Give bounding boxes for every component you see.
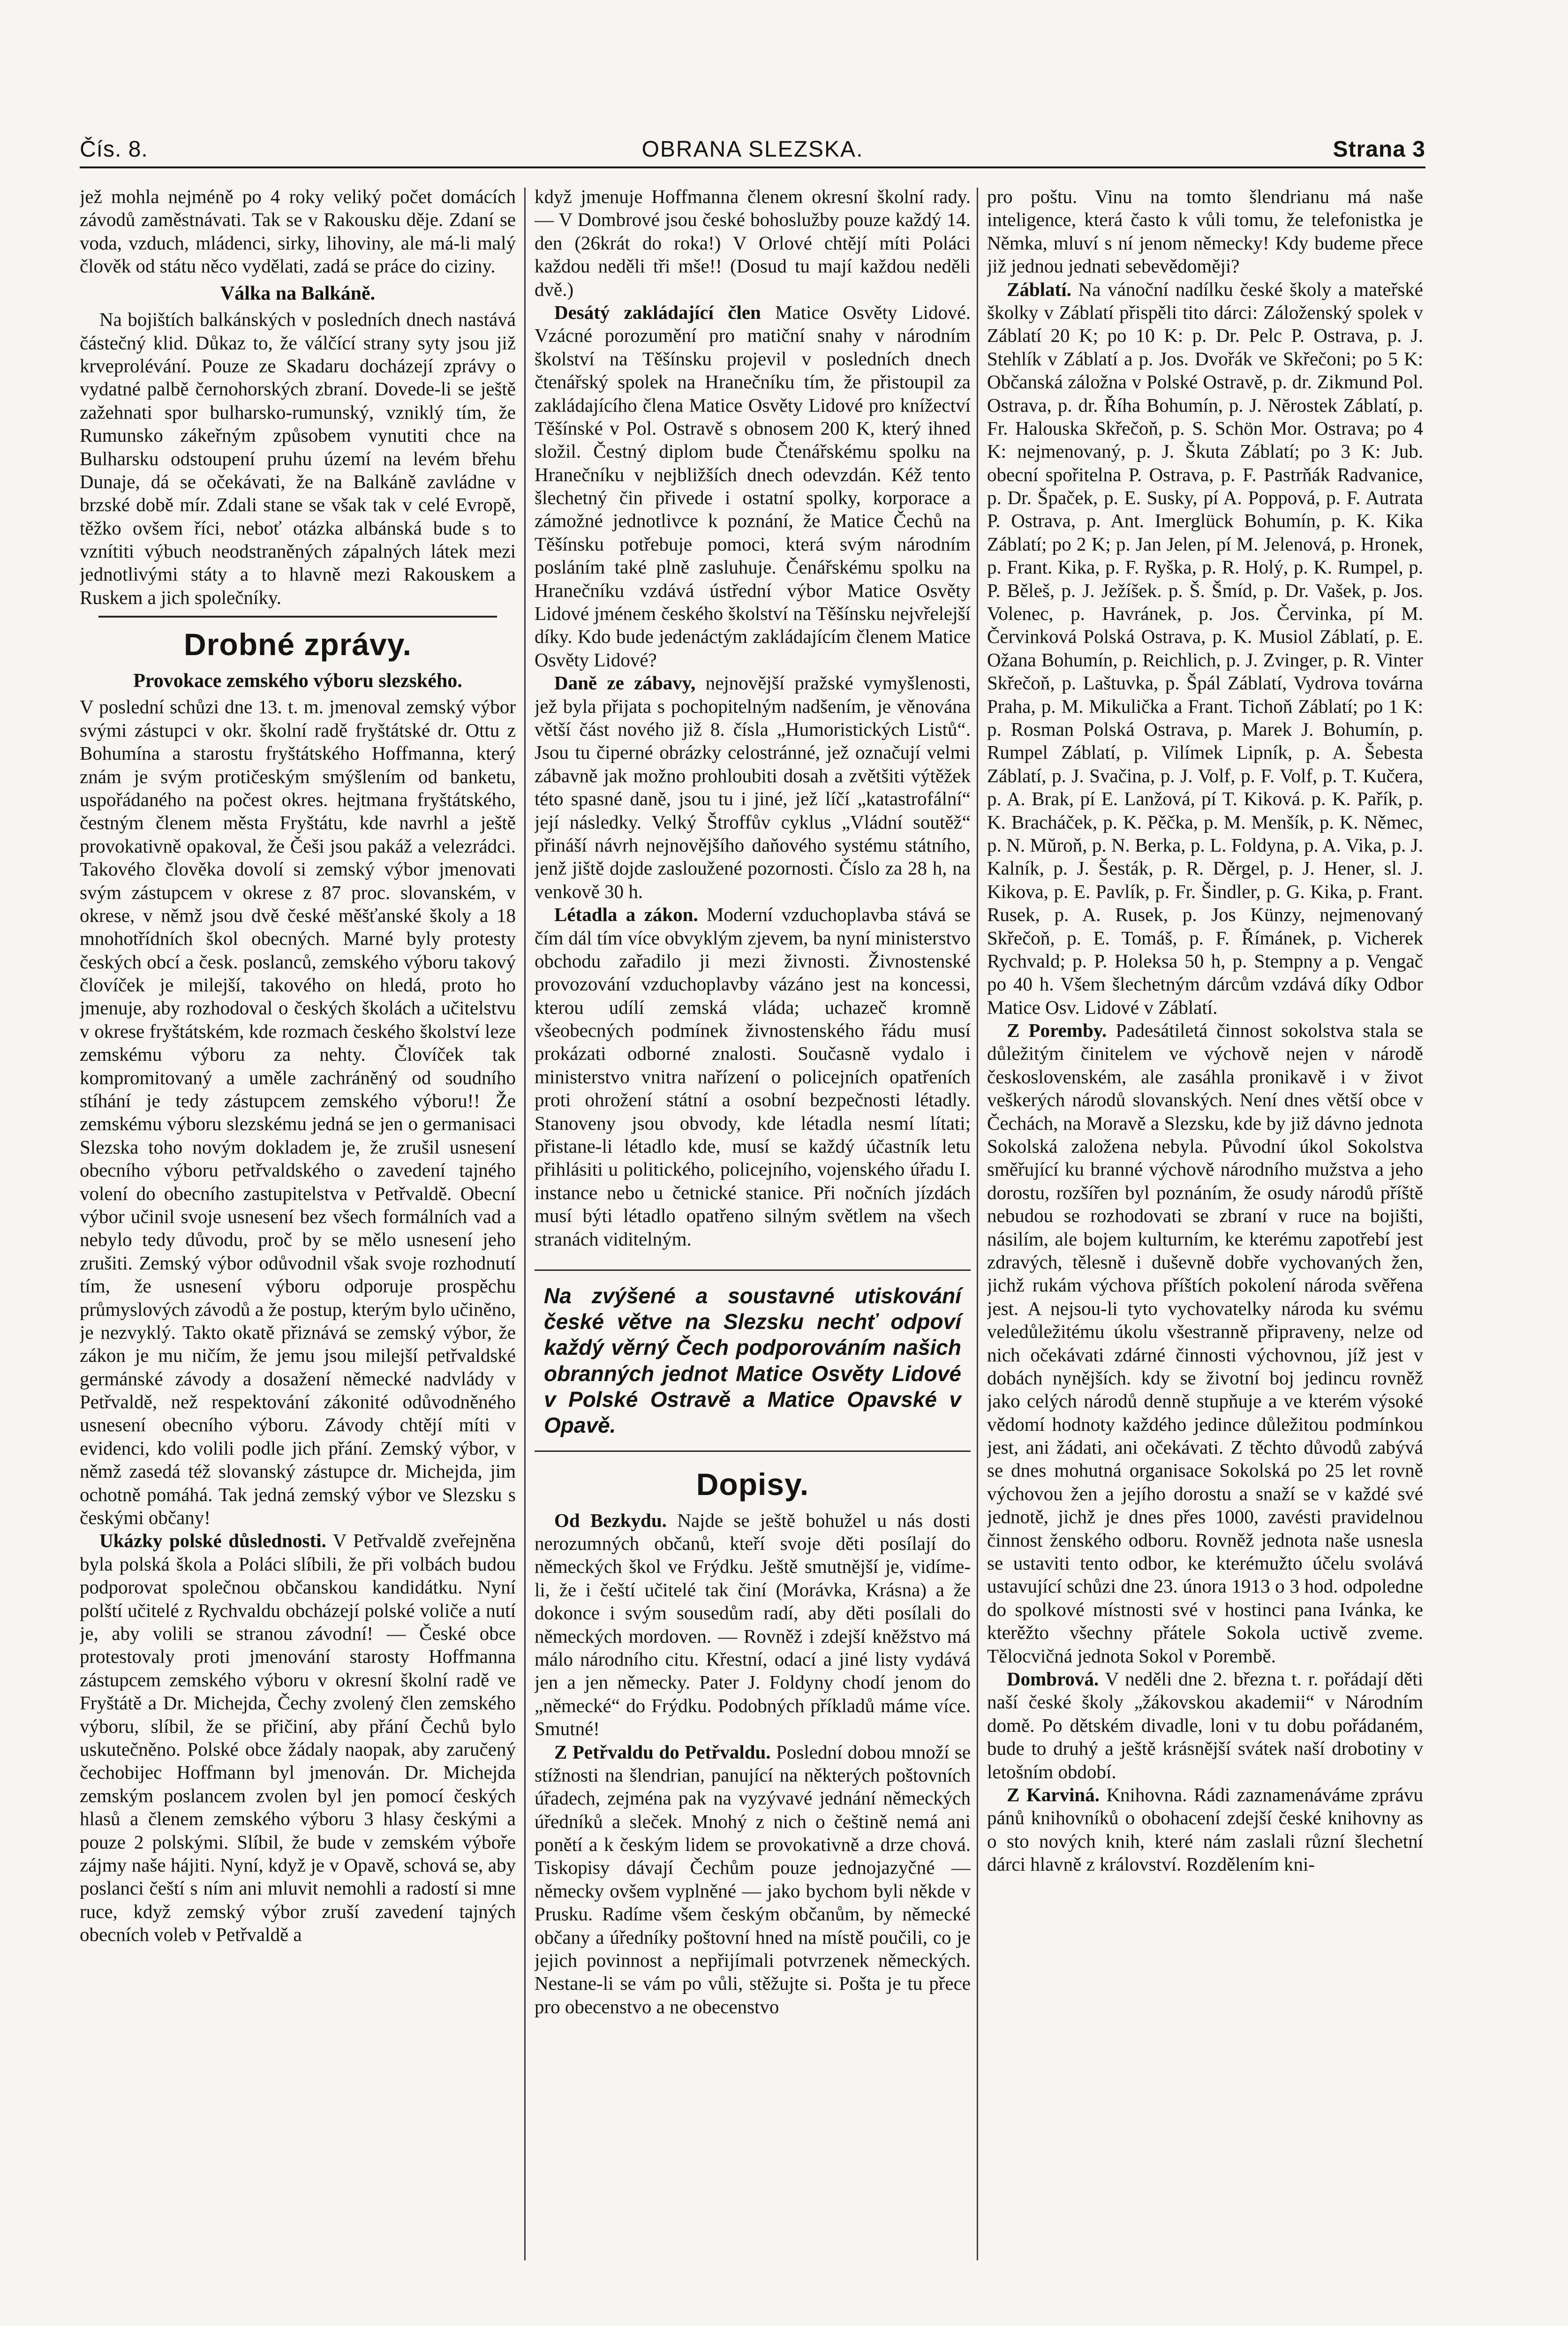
article-heading-balkan-war: Válka na Balkáně. — [220, 282, 376, 304]
article-entertainment-tax — [535, 672, 971, 903]
article-provocation: V poslední schůzi dne 13. t. m. jmenoval zemský výbor svými zástupci v okr. školní radě fryštátské dr. Ottu z Bohumína a starostu fryštátského Hoffmanna, který znám je svým protičeským smýšlením od banketu, uspořádaného na počest okres. hejtmana fryštátského, čestným členem města Fryštátu, kde navrhl a ještě provokativně opakoval, že Češi jsou pakáž a velezrádci. Takového člověka dovolí si zemský výbor jmenovati svým zástupcem v okrese z 87 proc. slovanském, v okrese, v němž jsou dvě české měšťanské školy a 18 mnohotřídních škol obecných. Marné byly protesty českých obcí a česk. poslanců, zemského výboru takový človíček je milejší, takového on hledá, proto ho jmenuje, aby rozhodoval o českých školách a učitelstvu v okrese fryštátském, kde rozmach českého školství leze zemskému výboru za nehty. Človíček tak kompromitovaný a uměle zachráněný od soudního stíhání je tedy zástupcem zemského výboru!! Že zemskému výboru slezskému jedná se jen o germanisaci Slezska toho novým dokladem je, že zrušil usnesení obecního výboru petřvaldského o zavedení tajného volení do obecního zastupitelstva v Petřvaldě. Obecní výbor učinil svoje usnesení bez všech formálních vad a nebylo tedy důvodu, proč by se mělo usnesení jeho zrušiti. Zemský výbor odůvodnil však svoje rozhodnutí tím, že usnesení výboru odporuje prospěchu průmyslových závodů a že postup, kterým bylo učiněno, je nezvyklý. Takto okatě přiznává se zemský výbor, že zákon je mu ničím, že jemu jsou milejší petřvaldské germánské závody a dosažení německé nadvlády v Petřvaldě, než respektování zákonité odůvodněného usnesení obecního výboru. Závody chtějí míti v evidenci, kdo volili podle jich přání. Zemský výbor, v němž zasedá též slovanský zástupce dr. Michejda, jim ochotně pomáhá. Tak jedná zemský výbor ve Slezsku s českými občany! — [80, 696, 516, 1529]
letter-karvina — [987, 1783, 1423, 1876]
letter-heading-dombrova: Dombrová. — [1007, 1668, 1099, 1690]
article-polish-consistency-text: V Petřvaldě zveřejněna byla polská škola a Poláci slíbili, že při volbách budou podporovat společnou občanskou kandidátku. Nyní polští učitelé z Rychvaldu obcházejí polské voliče a nutí je, aby volili se stranou závodní! — České obce protestovaly proti jmenování starosty Hoffmanna zástupcem zemského výboru v okresní školní radě ve Fryštátě a Dr. Michejda, Čechy zvolený člen zemského výboru, slíbil, že se přičiní, aby přání Čechů bylo uskutečněno. Polské obce žádaly naopak, aby zaručený čechobijec Hoffmann byl jmenován. Dr. Michejda zemským poslancem zvolen byl jen pomocí českých hlasů a členem zemského výboru 3 hlasy českými a pouze 2 polskými. Slíbil, že bude v zemském výboře zájmy naše hájiti. Nyní, když je v Opavě, schová se, aby poslanci čeští s ním ani mluvit nemohli a radostí si mne ruce, když zemský výbor zruší zavedení tajných obecních voleb v Petřvaldě a — [80, 1530, 516, 1946]
newspaper-title: OBRANA SLEZSKA. — [641, 137, 864, 162]
article-continuation: když jmenuje Hoffmanna členem okresní školní rady. — V Dombrové jsou české bohoslužby pouze každý 14. den (26krát do roka!) V Orlové chtějí míti Poláci každou neděli tři mše!! (Dosud tu mají každou neděli dvě.) — [535, 186, 971, 300]
article-polish-consistency — [80, 1529, 516, 1946]
letter-karvina-text: Knihovna. Rádi zaznamenáváme zprávu pánů knihovníků o obohacení zdejší české knihovny as o sto nových knih, které nám zaslali různí šlechetní dárci hlavně z království. Rozdělením kni- — [987, 1783, 1423, 1875]
article-heading-polish-consistency: Ukázky polské důslednosti. — [99, 1530, 326, 1552]
article-heading-provocation: Provokace zemského výboru slezského. — [133, 670, 462, 692]
letter-zablati — [987, 278, 1423, 1020]
letter-bezkyd-text: Najde se ještě bohužel u nás dosti nerozumných občanů, kteří svoje děti posílají do německých škol ve Frýdku. Ještě smutnější je, vidíme-li, že i čeští učitelé tak činí (Morávka, Krásna) a že dokonce i svým sousedům radí, aby děti posílali do německých mordoven. — Rovněž i zdejší kněžstvo má málo národního citu. Křestní, odací a jiné listy vydává jen a jen německy. Pater J. Foldyny chodí jenom do „německé“ do Frýdku. Podobných příkladů máme více. Smutné! — [535, 1509, 971, 1740]
section-title-letters: Dopisy. — [696, 1467, 809, 1502]
article-entertainment-tax-text: nejnovější pražské vymyšlenosti, jež byla přijata s pochopitelným nadšením, je věnována větší část nového již 8. čísla „Humoristických Listů“. Jsou tu čiperné obrázky celostránné, jež označují velmi zábavně jak možno prohloubiti dosah a zvětšiti výtěžek této spasné daně, jsou tu i jiné, jež líčí „katastrofální“ její následky. Velký Štroffův cyklus „Vládní soutěž“ přináší návrh nejnovějšího daňového systému státního, jenž jiště dojde zasloužené pozornosti. Číslo za 28 h, na venkově 30 h. — [535, 672, 971, 902]
column-1 — [80, 185, 516, 2267]
column-divider — [524, 188, 526, 2260]
letter-petrvald-text: Poslední dobou množí se stížnosti na šlendrian, panující na některých poštovních úřadech, zejména pak na vyzývavé jednání německých úředníků a sleček. Mnohý z nich o češtině nemá ani ponětí a k českým lidem se provokativně a drze chová. Tiskopisy dávají Čechům pouze jednojazyčné — německy ovšem vyplněné — jako bychom byli někde v Prusku. Radíme všem českým občanům, by německé občany a úředníky poštovní hned na místě poučili, co je jejich povinnost a nepřijímali potvrzenek německých. Nestane-li se vám po vůli, stěžujte si. Pošta je tu přece pro obecenstvo a ne obecenstvo — [535, 1741, 971, 2017]
article-tenth-member — [535, 301, 971, 672]
letter-heading-karvina: Z Karviná. — [1007, 1783, 1100, 1805]
article-heading-entertainment-tax: Daně ze zábavy, — [554, 672, 696, 694]
letter-poremba — [987, 1019, 1423, 1668]
letter-from-bezkyd — [535, 1509, 971, 1741]
letter-dombrova-text: V neděli dne 2. března t. r. pořádají děti naší české školy „žákovskou akademii“ v Národním domě. Po dětském divadle, loni v tu dobu pořádaném, bude to druhý a ještě krásnější svátek naší drobotiny v letošním období. — [987, 1668, 1423, 1782]
section-title-short-news: Drobné zprávy. — [184, 627, 412, 662]
article-continuation: jež mohla nejméně po 4 roky veliký počet domácích závodů zaměstnávati. Tak se v Rakousku děje. Zdaní se voda, vzduch, mládenci, sirky, lihoviny, ale má-li malý člověk od státu něco vydělati, zadá se práce do ciziny. — [80, 186, 516, 277]
article-balkan-war: Na bojištích balkánských v posledních dnech nastává částečný klid. Důkaz to, že válčící strany syty jsou již krveprolévání. Pouze ze Skadaru docházejí zprávy o vydatné palbě černohorských zbraní. Dovede-li se ještě zažehnati spor bulharsko-rumunský, vzniklý tím, že Rumunsko zákeřným způsobem vynutiti chce na Bulharsku odstoupení pruhu území na levém břehu Dunaje, dá se očekávati, že na Balkáně zavládne v brzské době mír. Zdali stane se však tak v celé Evropě, těžko ovšem říci, neboť otázka albánská bude s to vznítiti výbuch neodstraněných zápalných látek mezi jednotlivými státy a to hlavně mezi Rakouskem a Ruskem a jich společníky. — [80, 309, 516, 608]
article-tenth-member-text: Matice Osvěty Lidové. Vzácné porozumění pro matiční snahy v národním školství na Těšínsku projevil v posledních dnech čtenářský spolek na Hranečníku tím, že přistoupil za zakládajícího člena Matice Osvěty Lidové pro knížectví Těšínské v Pol. Ostravě s obnosem 200 K, který ihned složil. Čestný diplom bude Čtenářskému spolku na Hranečníku v nejbližších dnech odevzdán. Kéž tento šlechetný čin přivede i ostatní spolky, korporace a zámožné jednotlivce k poznání, že Matice Čechů na Těšínsku potřebuje pomoci, která svým národním posláním také plně zasluhuje. Čenářskému spolku na Hranečníku vzdává ústřední výbor Matice Osvěty Lidové jménem českého školství na Těšínsku nejvřelejší díky. Kdo bude jedenáctým zakládajícím členem Matice Osvěty Lidové? — [535, 301, 971, 671]
letter-poremba-text: Padesátiletá činnost sokolstva stala se důležitým činitelem ve výchově nejen v národě československém, ale zasáhla pronikavě i v život veškerých národů slovanských. Není dnes větší obce v Čechách, na Moravě a Slezsku, kde by již dávno jednota Sokolská založena nebyla. Původní úkol Sokolstva směřující ku branné výchově národního mužstva a jeho dorostu, rozšířen byl poznáním, že osudy národů příště nebudou se rozhodovati se zbraní v ruce na bojišti, násilím, ale bojem kulturním, ke kterému zapotřebí jest zdravých, tělesně i duševně dobře vychovaných žen, jichž rukám výchova příštích pokolení národa svěřena jest. A nejsou-li tyto vychovatelky národa ku svému veledůležitému úkolu všestranně připraveny, nelze od nich očekávati zdárné činnosti výchovnou, jíž jest v dobách nynějších. kdy se životní boj jedincu rovněž jako celých národů denně stupňuje a ve kterém výsoké vědomí hodnoty každého jedince důležitou podmínkou jest, ani žádati, ani očekávati. Z těchto důvodů zabývá se dnes mohutná organisace Sokolská po 25 let rovně výchovou žen a jejího dorostu a snaží se v každé své jednotě, jichž je dnes přes 1000, zavésti pravidelnou činnost ženského odboru. Rovněž jednota naše usnesla se ustaviti tento odbor, ke kterémužto účelu svolává ustavující schůzi dne 23. února 1913 o 3 hod. odpoledne do spolkové místnosti své v hostinci pana Ivánka, ke kterěžto všechny přátele Sokola uctivě zveme. Tělocvičná jednota Sokol v Porembě. — [987, 1020, 1423, 1667]
article-aircraft-law-text: Moderní vzduchoplavba stává se čím dál tím více obvyklým zjevem, ba nyní ministerstvo obchodu zařadilo ji mezi živnosti. Živnostenské provozování vzduchoplavby vázáno jest na koncessi, kterou udílí zemská vláda; uchazeč kromně všeobecných podmínek živnostenského řádu musí prokázati odborné znalosti. Současně vydalo i ministerstvo vnitra nařízení o policejních opatřeních proti ohrožení státní a osobní bezpečnosti létadly. Stanoveny jsou obvody, kde létadla nesmí lítati; přistane-li létadlo kde, musí se každý účastník letu přihlásiti u politického, policejního, vojenského úřadu I. instance nebo u četnické stanice. Při nočních jízdách musí býti létadlo opatřeno silným světlem na všech stranách viditelným. — [535, 904, 971, 1250]
letter-heading-petrvald: Z Petřvaldu do Petřvaldu. — [554, 1741, 771, 1763]
appeal-box: Na zvýšené a soustavné utiskování české větve na Slezsku nechť odpoví každý věrný Čech podporováním našich obranných jednot Matice Osvěty Lidové v Polské Ostravě a Matice Opavské v Opavě. — [535, 1269, 971, 1452]
article-heading-tenth-member: Desátý zakládající člen — [554, 301, 761, 323]
letter-heading-poremba: Z Poremby. — [1007, 1020, 1107, 1042]
letter-heading-bezkyd: Od Bezkydu. — [554, 1509, 667, 1531]
issue-number: Čís. 8. — [80, 137, 148, 162]
article-continuation: pro poštu. Vinu na tomto šlendrianu má naše inteligence, která často k vůli tomu, že telefonistka je Němka, mluví s ní jenom německy! Kdy budeme přece již jednou jednati sebevědoměji? — [987, 186, 1423, 277]
separator — [98, 616, 497, 618]
letter-zablati-text: Na vánoční nadílku české školy a mateřské školky v Záblatí přispěli tito dárci: Záloženský spolek v Záblatí 20 K; po 10 K: p. Dr. Pelc P. Ostrava, p. J. Stehlík v Záblatí a p. Jos. Dvořák ve Skřečoni; po 5 K: Občanská záložna v Polské Ostravě, p. dr. Zikmund Pol. Ostrava, p. dr. Říha Bohumín, p. J. Nĕrostek Záblatí, p. Fr. Halouska Skřečoň, p. S. Schön Mor. Ostrava; po 4 K: nejmenovaný, p. J. Škuta Záblatí; po 3 K: Jub. obecní spořitelna P. Ostrava, p. F. Pastrňák Radvanice, p. Dr. Špaček, p. E. Susky, pí A. Poppová, p. F. Autrata P. Ostrava, p. Ant. Imerglück Bohumín, p. K. Kika Záblatí; po 2 K; p. Jan Jelen, pí M. Jelenová, p. Hronek, p. Frant. Kika, p. F. Ryška, p. R. Holý, p. K. Rumpel, p. P. Běleš, p. J. Ježíšek. p. Š. Šmíd, p. Dr. Vašek, p. Jos. Volenec, p. Havránek, p. Jos. Červinka, pí M. Červinková Polská Ostrava, p. K. Musiol Záblatí, p. E. Ožana Bohumín, p. Reichlich, p. J. Zvinger, p. R. Vinter Skřečoň, p. Laštuvka, p. Špál Záblatí, Vydrova továrna Praha, p. M. Mikulička a Frant. Tichoň Záblatí; po 1 K: p. Rosman Polská Ostrava, p. Marek J. Bohumín, p. Rumpel Záblatí, p. Vilímek Lipník, p. A. Šebesta Záblatí, p. J. Svačina, p. J. Volf, p. F. Volf, p. T. Kučera, p. A. Brak, pí E. Lanžová, pí T. Kiková. p. K. Pařík, p. K. Bracháček, p. K. Pěčka, p. M. Menšík, p. K. Němec, p. N. Mŭroň, p. N. Berka, p. L. Foldyna, p. A. Vika, p. J. Kalník, p. J. Šesták, p. R. Děrgel, p. J. Hener, sl. J. Kikova, p. E. Pavlík, p. Fr. Šindler, p. G. Kika, p. Frant. Rusek, p. A. Rusek, p. Jos Künzy, nejmenovaný Skřečoň, p. E. Tomáš, p. F. Římánek, p. Vicherek Rychvald; p. P. Holeksa 50 h, p. Stempny a p. Vengač po 40 h. Všem šlechetným dárcům vzdává díky Odbor Matice Osv. Lidové v Záblatí. — [987, 278, 1423, 1018]
column-2 — [535, 185, 971, 2267]
letter-dombrova — [987, 1668, 1423, 1783]
column-divider — [977, 188, 978, 2260]
article-heading-aircraft-law: Létadla a zákon. — [554, 904, 698, 926]
article-aircraft-law — [535, 903, 971, 1251]
page-number: Strana 3 — [1333, 137, 1425, 162]
letter-petrvald — [535, 1741, 971, 2019]
column-3 — [987, 185, 1423, 2267]
letter-heading-zablati: Záblatí. — [1007, 278, 1071, 300]
page-header — [80, 134, 1425, 168]
